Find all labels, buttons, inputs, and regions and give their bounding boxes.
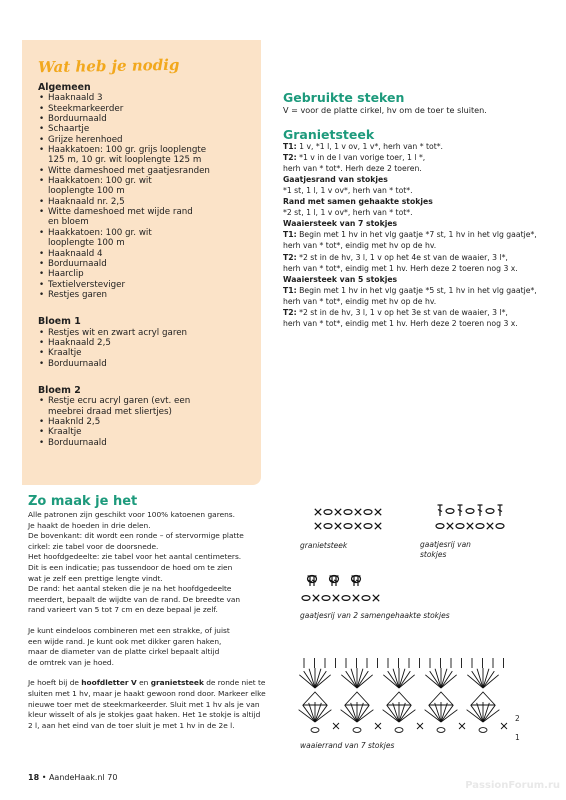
chain-symbol bbox=[364, 510, 372, 515]
paragraph bbox=[28, 626, 273, 668]
group-heading-bloem1: Bloem 1 bbox=[38, 316, 81, 328]
material-item: • Haaknaald 3 bbox=[38, 93, 258, 103]
instruction-line bbox=[283, 229, 548, 240]
instruction-text: Begin met 1 hv in het vlg gaatje *7 st, 1 hv in het vlg gaatje*, bbox=[296, 230, 537, 240]
instruction-text: *1 v in de l van vorige toer, 1 l *, bbox=[296, 153, 426, 163]
bold-text: hoofdletter V bbox=[81, 678, 137, 688]
instruction-line bbox=[283, 207, 548, 218]
granietsteek-diagram bbox=[315, 509, 381, 529]
granietsteek-title: Granietsteek bbox=[283, 127, 375, 142]
material-item: • Haaknaald nr. 2,5 bbox=[38, 197, 258, 207]
group-heading-algemeen: Algemeen bbox=[38, 82, 91, 93]
group-list-bloem1 bbox=[38, 328, 258, 369]
page-footer bbox=[28, 773, 117, 782]
material-item: • Haaknld 2,5 bbox=[38, 417, 258, 427]
chain-symbol bbox=[436, 524, 444, 529]
material-item: • Haarclip bbox=[38, 269, 258, 279]
chain-symbol bbox=[496, 524, 504, 529]
chain-symbol bbox=[324, 524, 332, 529]
instruction-line bbox=[283, 185, 548, 196]
material-item: • Grijze herenhoed bbox=[38, 135, 258, 145]
bold-text: granietsteek bbox=[150, 678, 204, 688]
material-item: • Witte dameshoed met gaatjesranden bbox=[38, 166, 258, 176]
material-item: • Kraaltje bbox=[38, 348, 258, 358]
chain-symbol bbox=[344, 524, 352, 529]
fan-stitch-symbol bbox=[357, 706, 369, 722]
material-item: • Haaknaald 2,5 bbox=[38, 338, 258, 348]
material-item: • Restje ecru acryl garen (evt. een bbox=[38, 396, 258, 406]
text-line: De rand: het aantal steken die je na het hoofdgedeelte bbox=[28, 584, 232, 594]
text-line: kleur wisselt of als je stokjes gaat haken. Het 1e stokje is altijd bbox=[28, 710, 261, 720]
gaatjesrij-label-1: gaatjesrij van bbox=[420, 540, 471, 549]
granietsteek-instructions bbox=[283, 141, 548, 329]
gaatjesrij-label-2: stokjes bbox=[420, 550, 447, 559]
instruction-line bbox=[283, 285, 548, 296]
gebruikte-steken-section bbox=[283, 90, 548, 117]
waaierrand-label: waaierrand van 7 stokjes bbox=[300, 741, 395, 750]
magazine-name: AandeHaak.nl 70 bbox=[48, 773, 118, 782]
chain-symbol bbox=[362, 596, 370, 601]
instruction-text: *1 st, 1 l, 1 v ov*, herh van * tot*. bbox=[283, 186, 413, 196]
instruction-text: herh van * tot*. Herh deze 2 toeren. bbox=[283, 164, 422, 174]
text-line: een wijde rand. Je kunt ook met dikker garen haken, bbox=[28, 636, 222, 646]
chain-symbol bbox=[324, 510, 332, 515]
instruction-line bbox=[283, 152, 548, 163]
text-line: De bovenkant: dit wordt een ronde – of stervormige platte bbox=[28, 531, 244, 541]
granietsteek-label: granietsteek bbox=[300, 541, 348, 550]
chain-symbol bbox=[353, 728, 361, 733]
group-heading-bloem2: Bloem 2 bbox=[38, 384, 81, 396]
text-line: cirkel: zie tabel voor de doorsnede. bbox=[28, 541, 159, 551]
instruction-line bbox=[283, 196, 548, 207]
fan-stitch-symbol bbox=[429, 706, 441, 722]
material-item: • Textielversteviger bbox=[38, 280, 258, 290]
instruction-line bbox=[283, 274, 548, 285]
material-item: • Steekmarkeerder bbox=[38, 104, 258, 114]
text-line: Alle patronen zijn geschikt voor 100% katoenen garens. bbox=[28, 510, 235, 519]
instruction-line bbox=[283, 296, 548, 307]
fan-stitch-symbol bbox=[387, 706, 399, 722]
text-line: Het hoofdgedeelte: zie tabel voor het aantal centimeters. bbox=[28, 552, 242, 562]
row-number-1: 1 bbox=[515, 733, 520, 742]
text-line: Je kunt eindeloos combineren met een strakke, of juist bbox=[28, 625, 230, 635]
fan-stitch-symbol bbox=[471, 706, 483, 722]
chain-symbol bbox=[437, 728, 445, 733]
text-line: maar de diameter van de platte cirkel bepaalt altijd bbox=[28, 647, 220, 657]
zo-maak-body bbox=[28, 510, 273, 741]
material-item: • Borduurnaald bbox=[38, 114, 258, 124]
watermark: PassionForum.ru bbox=[465, 780, 560, 791]
instruction-line bbox=[283, 240, 548, 251]
group-list-bloem2 bbox=[38, 396, 258, 448]
material-item: • Restjes wit en zwart acryl garen bbox=[38, 328, 258, 338]
material-item: • Restjes garen bbox=[38, 290, 258, 300]
text-line: sluiten met 1 hv, maar je haakt gewoon rond door. Markeer elke bbox=[28, 688, 266, 698]
instruction-text: Begin met 1 hv in het vlg gaatje *5 st, 1 hv in het vlg gaatje*, bbox=[296, 285, 537, 295]
materials-title: Wat heb je nodig bbox=[37, 55, 180, 77]
instruction-line bbox=[283, 174, 548, 185]
instruction-text: herh van * tot*, eindig met hv op de hv. bbox=[283, 296, 437, 306]
instruction-label: T1: bbox=[283, 142, 297, 152]
paragraph bbox=[28, 510, 273, 616]
group-list-algemeen bbox=[38, 93, 258, 300]
materials-list bbox=[38, 83, 258, 465]
text-line: wat je zelf een prettige lengte vindt. bbox=[28, 573, 163, 583]
gebruikte-steken-title: Gebruikte steken bbox=[283, 90, 405, 105]
instruction-label: T1: bbox=[283, 230, 297, 240]
material-item: 125 m, 10 gr. wit looplengte 125 m bbox=[48, 155, 202, 166]
chain-symbol bbox=[311, 728, 319, 733]
samengehaakt-diagram bbox=[302, 576, 379, 602]
material-item: looplengte 100 m bbox=[48, 186, 125, 197]
instruction-line bbox=[283, 163, 548, 174]
material-item: looplengte 100 m bbox=[48, 238, 125, 249]
instruction-label: T2: bbox=[283, 252, 297, 262]
instruction-line bbox=[283, 218, 548, 229]
text: Je hoeft bij de bbox=[28, 678, 82, 688]
row-number-2: 2 bbox=[515, 714, 520, 723]
fan-stitch-symbol bbox=[441, 706, 453, 722]
text-line: de omtrek van je hoed. bbox=[28, 657, 114, 667]
gaatjesrij-diagram bbox=[436, 505, 504, 529]
instruction-text: 1 v, *1 l, 1 v ov, 1 v*, herh van * tot*. bbox=[296, 142, 443, 152]
instruction-label: Waaiersteek van 7 stokjes bbox=[283, 219, 398, 229]
crochet-diagrams bbox=[290, 500, 560, 760]
chain-symbol bbox=[344, 510, 352, 515]
instruction-text: *2 st, 1 l, 1 v ov*, herh van * tot*. bbox=[283, 208, 413, 218]
material-item: en bloem bbox=[48, 217, 89, 228]
instruction-label: T2: bbox=[283, 307, 297, 317]
material-item: • Schaartje bbox=[38, 124, 258, 134]
material-item: • Kraaltje bbox=[38, 427, 258, 437]
text-line: rand varieert van 5 tot 7 cm en deze bepaal je zelf. bbox=[28, 605, 218, 615]
instruction-line bbox=[283, 263, 548, 274]
paragraph bbox=[28, 678, 273, 731]
text: en bbox=[136, 678, 151, 688]
chain-symbol bbox=[456, 524, 464, 529]
instruction-text: *2 st in de hv, 3 l, 1 v op het 4e st van de waaier, 3 l*, bbox=[296, 252, 508, 262]
instruction-line bbox=[283, 318, 548, 329]
text-line: Dit is een indicatie; pas tussendoor de hoed om te zien bbox=[28, 562, 233, 572]
chain-symbol bbox=[364, 524, 372, 529]
material-item: • Haaknaald 4 bbox=[38, 249, 258, 259]
material-item: • Witte dameshoed met wijde rand bbox=[38, 207, 258, 217]
chain-symbol bbox=[466, 509, 474, 514]
chain-symbol bbox=[479, 728, 487, 733]
fan-stitch-symbol bbox=[303, 706, 315, 722]
chain-symbol bbox=[486, 509, 494, 514]
instruction-line bbox=[283, 141, 548, 152]
instruction-label: Rand met samen gehaakte stokjes bbox=[283, 197, 433, 207]
chain-symbol bbox=[342, 596, 350, 601]
material-item: • Borduurnaald bbox=[38, 359, 258, 369]
text bbox=[28, 689, 266, 730]
instruction-line bbox=[283, 252, 548, 263]
zo-maak-section bbox=[28, 494, 278, 509]
granietsteek-section bbox=[283, 129, 548, 329]
instruction-label: Waaiersteek van 5 stokjes bbox=[283, 274, 398, 284]
instruction-label: Gaatjesrand van stokjes bbox=[283, 175, 388, 185]
instruction-label: T1: bbox=[283, 285, 297, 295]
material-item: • Haakkatoen: 100 gr. wit bbox=[38, 176, 258, 186]
fan-stitch-symbol bbox=[345, 706, 357, 722]
instruction-text: herh van * tot*, eindig met hv op de hv. bbox=[283, 241, 437, 251]
chain-symbol bbox=[446, 509, 454, 514]
text-line: meerdert, bepaalt de wijdte van de rand. De breedte van bbox=[28, 594, 241, 604]
instruction-label: T2: bbox=[283, 153, 297, 163]
chain-symbol bbox=[302, 596, 310, 601]
text-line: nieuwe toer met de steekmarkeerder. Sluit met 1 hv als je van bbox=[28, 699, 260, 709]
text-line: 2 l, aan het eind van de toer sluit je met 1 hv in de 2e l. bbox=[28, 720, 235, 730]
fan-stitch-symbol bbox=[483, 706, 495, 722]
instruction-line bbox=[283, 307, 548, 318]
material-item: • Borduurnaald bbox=[38, 259, 258, 269]
footer-separator: • bbox=[41, 773, 47, 782]
fan-stitch-symbol bbox=[315, 706, 327, 722]
page-number: 18 bbox=[28, 773, 40, 782]
waaierrand-diagram bbox=[299, 658, 507, 732]
fan-stitch-symbol bbox=[399, 706, 411, 722]
chain-symbol bbox=[395, 728, 403, 733]
instruction-text: *2 st in de hv, 3 l, 1 v op het 3e st van de waaier, 3 l*, bbox=[296, 307, 508, 317]
material-item: • Haakkatoen: 100 gr. grijs looplengte bbox=[38, 145, 258, 155]
chain-symbol bbox=[476, 524, 484, 529]
material-item: • Borduurnaald bbox=[38, 438, 258, 448]
zo-maak-title: Zo maak je het bbox=[28, 494, 138, 509]
text-line: Je haakt de hoeden in drie delen. bbox=[28, 520, 151, 530]
chain-symbol bbox=[322, 596, 330, 601]
text: de ronde niet te bbox=[203, 678, 266, 688]
instruction-text: herh van * tot*, eindig met 1 hv. Herh deze 2 toeren nog 3 x. bbox=[283, 263, 518, 273]
gebruikte-steken-text: V = voor de platte cirkel, hv om de toer te sluiten. bbox=[283, 105, 487, 115]
instruction-text: herh van * tot*, eindig met 1 hv. Herh deze 2 toeren nog 3 x. bbox=[283, 318, 518, 328]
material-item: meebrei draad met sliertjes) bbox=[48, 406, 172, 417]
samengehaakt-label: gaatjesrij van 2 samengehaakte stokjes bbox=[300, 611, 450, 620]
material-item: • Haakkatoen: 100 gr. wit bbox=[38, 228, 258, 238]
